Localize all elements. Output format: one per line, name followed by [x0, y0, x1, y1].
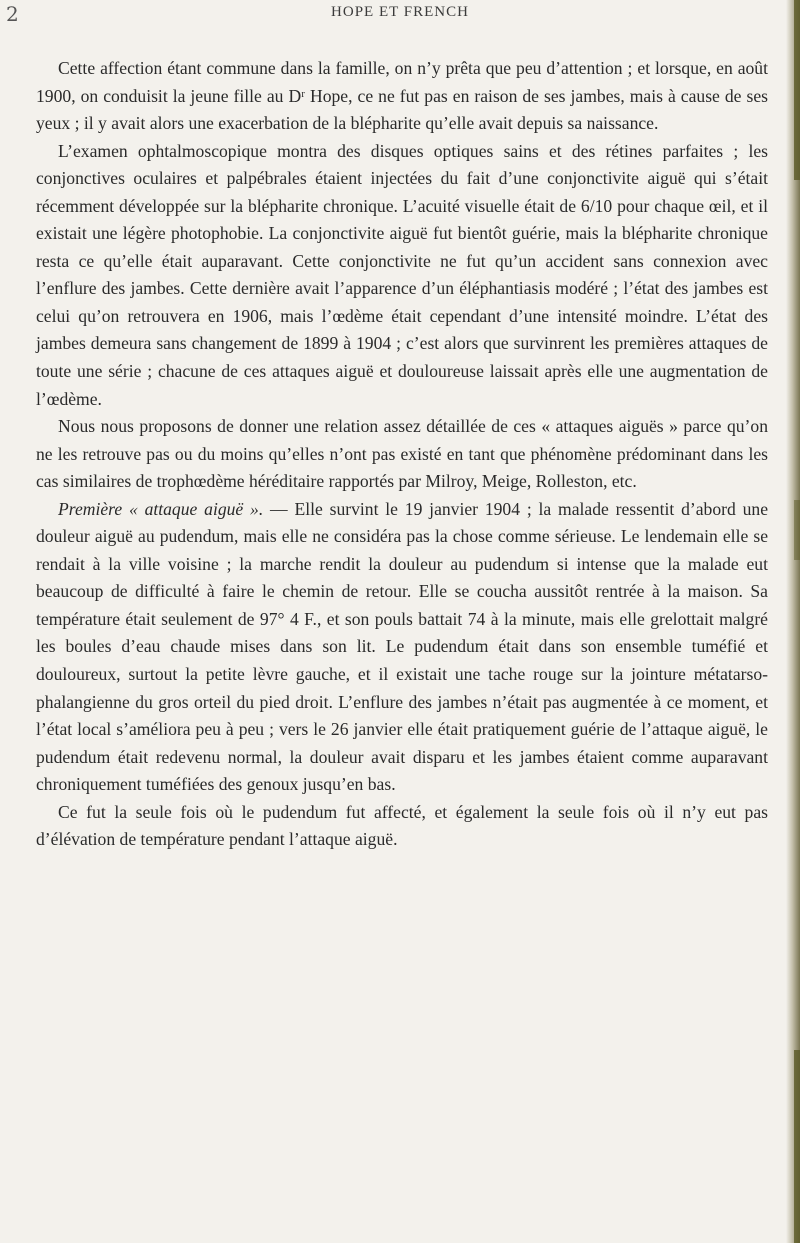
- paragraph-2: L’examen ophtalmoscopique montra des disques optiques sains et des rétines parfaites ; les conjonctives oculaires et palpébrales étaient injectées du fait d’une conjonctivite aiguë qui s’était récemment développée sur la blépharite chronique. L’acuité visuelle était de 6/10 pour chaque œil, et il existait une légère photophobie. La conjonctivite aiguë fut bientôt guérie, mais la blépharite chronique resta ce qu’elle était auparavant. Cette conjonctivite ne fut qu’un accident sans connexion avec l’enflure des jambes. Cette dernière avait l’apparence d’un éléphantiasis modéré ; l’état des jambes est celui qu’on retrouvera en 1906, mais l’œdème était cependant d’une intensité moindre. L’état des jambes demeura sans changement de 1899 à 1904 ; c’est alors que survinrent les premières attaques de toute une série ; chacune de ces attaques aiguë et douloureuse laissait après elle une augmentation de l’œdème.: [36, 140, 768, 409]
- scan-edge-mark: [794, 1050, 800, 1243]
- page-number: 2: [6, 2, 19, 26]
- paragraph-4-text: — Elle survint le 19 janvier 1904 ; la malade ressentit d’abord une douleur aiguë au pudendum, mais elle ne considéra pas la chose comme sérieuse. Le lendemain elle se rendait à la ville voisine ; la marche rendit la douleur au pudendum si intense que la malade eut beaucoup de difficulté à faire le chemin de retour. Elle se coucha aussitôt rentrée à la maison. Sa température était seulement de 97° 4 F., et son pouls battait 74 à la minute, mais elle grelottait malgré les boules d’eau chaude mises dans son lit. Le pudendum était dans son ensemble tuméfié et douloureux, surtout la petite lèvre gauche, et il existait une tache rouge sur la jointure métatarso-phalangienne du gros orteil du pied droit. L’enflure des jambes n’était pas augmentée à ce moment, et l’état local s’améliora peu à peu ; vers le 26 janvier elle était pratiquement guérie de l’attaque aiguë, le pudendum était redevenu normal, la douleur avait disparu et les jambes étaient comme auparavant chroniquement tuméfiées des genoux jusqu’en bas.: [36, 498, 769, 795]
- scan-edge-mark: [794, 0, 800, 180]
- body-text: [36, 55, 768, 854]
- scan-edge-mark: [794, 500, 800, 560]
- paragraph-3: Nous nous proposons de donner une relation assez détaillée de ces « attaques aiguës » parce qu’on ne les retrouve pas ou du moins qu’elles n’ont pas existé en tant que phénomène prédominant dans les cas similaires de trophœdème héréditaire rapportés par Milroy, Meige, Rolleston, etc.: [36, 416, 768, 492]
- paragraph-5: Ce fut la seule fois où le pudendum fut affecté, et également la seule fois où il n’y eut pas d’élévation de température pendant l’attaque aiguë.: [36, 801, 768, 850]
- running-head: HOPE ET FRENCH: [331, 4, 469, 20]
- paragraph-4: [36, 496, 768, 799]
- attack-heading: Première « attaque aiguë ».: [58, 498, 264, 519]
- paragraph-1: Cette affection étant commune dans la famille, on n’y prêta que peu d’attention ; et lorsque, en août 1900, on conduisit la jeune fille au Dʳ Hope, ce ne fut pas en raison de ses jambes, mais à cause de ses yeux ; il y avait alors une exacerbation de la blépharite qu’elle avait depuis sa naissance.: [36, 58, 768, 134]
